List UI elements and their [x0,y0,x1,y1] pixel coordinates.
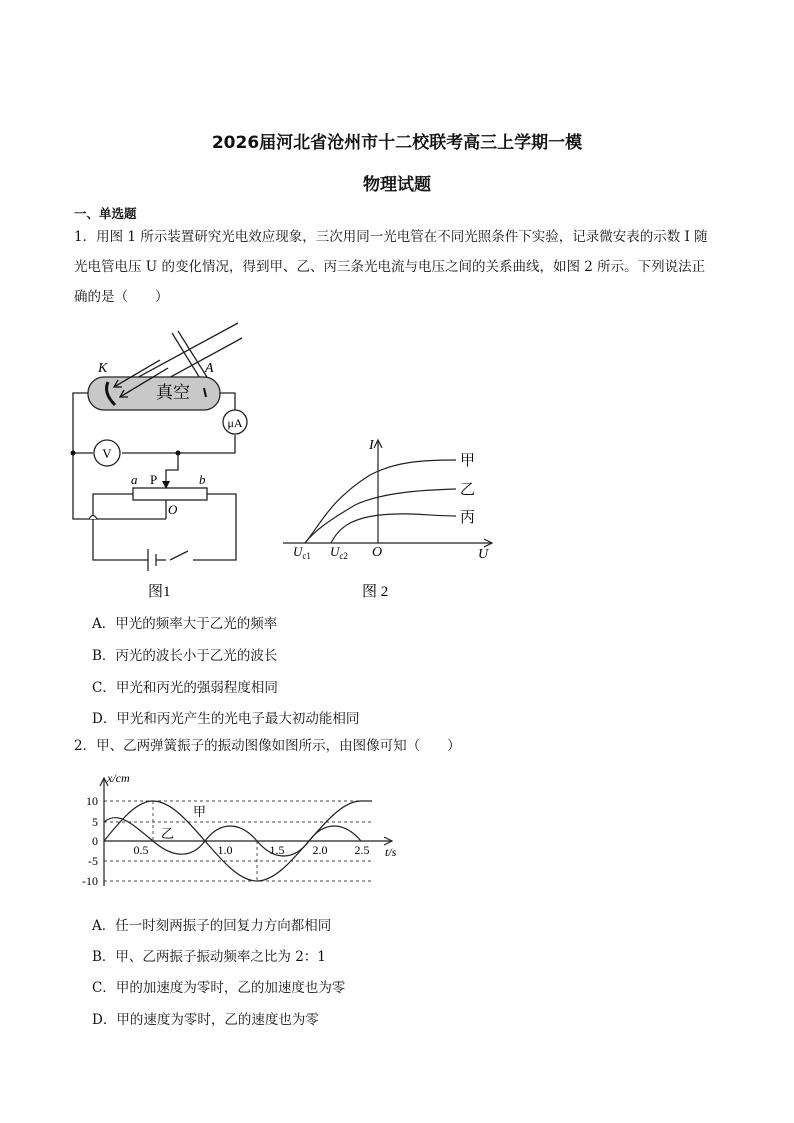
y-tick-label: 5 [92,815,98,829]
microammeter-label: μA [227,416,243,430]
t-tick-label: 1.5 [269,843,285,857]
q1-option-a[interactable]: A．甲光的频率大于乙光的频率 [92,616,278,632]
curve-bing [331,514,456,543]
q2-option-a[interactable]: A．任一时刻两振子的回复力方向都相同 [92,918,332,934]
curve-label-jia: 甲 [460,453,476,469]
circuit-wire [122,435,235,453]
q2-option-c[interactable]: C．甲的加速度为零时，乙的加速度也为零 [92,980,346,996]
q2-stem: 2．甲、乙两弹簧振子的振动图像如图所示，由图像可知（ ） [74,738,461,754]
q1-stem-line2: 光电管电压 U 的变化情况，得到甲、乙、丙三条光电流与电压之间的关系曲线，如图 2 所示。下列说法正 [74,259,706,275]
axis-label-U: U [478,547,489,562]
t-tick-label: 2.0 [312,843,328,857]
label-A: A [205,361,214,376]
figure-oscillation-graph [70,768,410,893]
t-axis-label: t/s [385,845,397,859]
rheostat [133,488,207,500]
q2-option-d[interactable]: D．甲的速度为零时，乙的速度也为零 [92,1012,319,1028]
q1-option-d[interactable]: D．甲光和丙光产生的光电子最大初动能相同 [92,711,360,727]
figure-1-circuit [60,315,260,605]
label-uc1: $U_{c1}$ [293,544,311,561]
figure-2-iu-curves [280,430,500,605]
curve-label-jia: 甲 [193,804,207,819]
section-heading: 一、单选题 [74,206,137,221]
circuit-wire [73,393,95,519]
paper-subtitle: 物理试题 [363,175,431,195]
label-uc2: $U_{c2}$ [330,544,348,561]
q1-option-c[interactable]: C．甲光和丙光的强弱程度相同 [92,680,278,696]
y-tick-label: -10 [82,874,98,888]
label-O: O [168,502,178,517]
t-tick-label: 1.0 [217,843,233,857]
label-b: b [199,472,206,487]
y-tick-label: 0 [92,834,98,848]
figure-2-caption: 图 2 [362,584,389,600]
circuit-wire [93,494,148,560]
t-tick-label: 2.5 [354,843,370,857]
q1-stem-line1: 1．用图 1 所示装置研究光电效应现象，三次用同一光电管在不同光照条件下实验，记录微安表的示数 I 随 [74,229,708,245]
voltmeter-label: V [102,446,112,461]
circuit-wire [193,494,236,560]
label-P: P [150,472,158,487]
curve-label-yi: 乙 [161,826,175,841]
label-K: K [98,361,108,376]
junction-dot [176,451,181,456]
junction-dot [71,451,76,456]
label-a: a [131,472,138,487]
y-axis-label: x/cm [107,771,130,785]
figure-1-caption: 图1 [148,584,171,600]
curve-yi [305,489,456,543]
y-tick-label: -5 [88,854,98,868]
origin-O: O [372,545,383,560]
axis-label-I: I [369,438,374,453]
wire-crossover [89,516,97,520]
q1-option-b[interactable]: B．丙光的波长小于乙光的波长 [92,648,278,664]
q2-option-b[interactable]: B．甲、乙两振子振动频率之比为 2：1 [92,949,326,965]
curve-jia [305,460,456,543]
t-tick-label: 0.5 [133,843,149,857]
paper-title: 2026届河北省沧州市十二校联考高三上学期一模 [211,133,583,153]
curve-label-yi: 乙 [460,482,476,498]
switch [170,551,188,560]
tube-label: 真空 [156,383,190,402]
y-tick-label: 10 [86,794,98,808]
q1-stem-line3: 确的是（ ） [74,289,169,305]
curve-label-bing: 丙 [460,510,476,526]
